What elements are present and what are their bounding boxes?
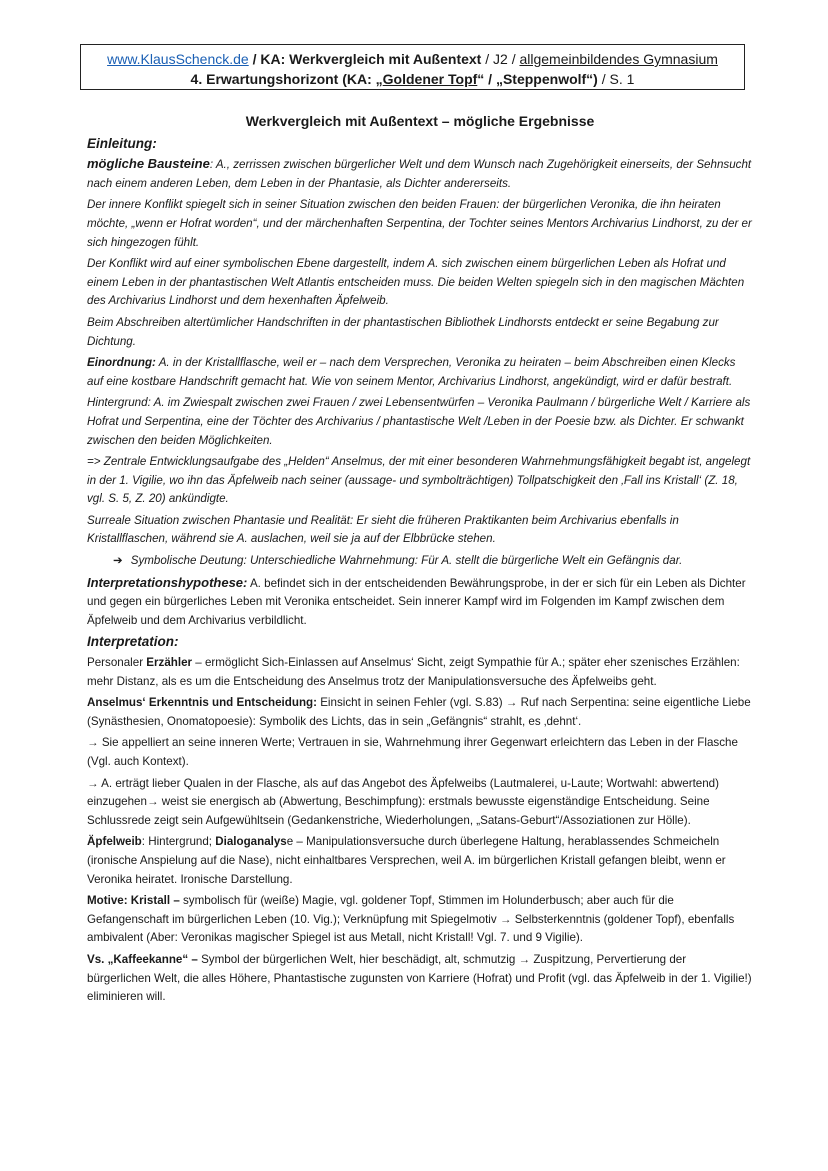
paragraph-werte: → Sie appelliert an seine inneren Werte; Vertrauen in sie, Wahrnehmung ihrer Gegenwart erleichtern das Leben in der Flasche (Vgl. auch Kontext). bbox=[87, 736, 738, 768]
einordnung-text: A. in der Kristallflasche, weil er – nach dem Versprechen, Veronika zu heiraten – beim Abschreiben einen Klecks auf eine kostbare Handschrift gemacht hat. Wie von seinem Mentor, Archivarius Lindhorst, angekündigt, wird er dafür bestraft. bbox=[87, 356, 736, 388]
hypothese-label: Interpretationshypothese: bbox=[87, 574, 248, 590]
erzaehler-text: – ermöglicht Sich-Einlassen auf Anselmus‘ Sicht, zeigt Sympathie für A.; später eher szenisches Erzählen: mehr Distanz, als es um die Entscheidung des Anselmus trotz der Manipulationsversuche des Äpfelweibs geht. bbox=[87, 656, 740, 688]
document-body bbox=[87, 112, 753, 1010]
erzaehler-pre: Personaler bbox=[87, 656, 147, 670]
aepfelweib-text2: e – Manipulationsversuche durch überlegene Haltung, herablassendes Schmeicheln (ironische Anspielung auf die Nase), nicht einhaltbares Versprechen, weil A. im bürgerlichen Kristall gefangen bleibt, wenn er Veronika heiratet. Ironische Darstellung. bbox=[87, 835, 726, 886]
paragraph-entwicklungsaufgabe: => Zentrale Entwicklungsaufgabe des „Helden“ Anselmus, der mit einer besonderen Wahrnehmungsfähigkeit begabt ist, angelegt in der 1. Vigilie, wo ihn das Äpfelweib nach seiner (aussage- und symbolträchtigen) Tollpatschigkeit den ‚Fall ins Kristall‘ (Z. 18, vgl. S. 5, Z. 20) ankündigte. bbox=[87, 455, 751, 506]
kaffeekanne-text: Symbol der bürgerlichen Welt, hier beschädigt, alt, schmutzig → Zuspitzung, Pervertierung der bürgerlichen Welt, die alles Höhere, Phantastische zugunsten von Karriere (Hofrat) und Profit (vgl. das Äpfelweib in der 1. Vigilie!) eliminieren will. bbox=[87, 952, 752, 1004]
paragraph-surreal: Surreale Situation zwischen Phantasie und Realität: Er sieht die früheren Praktikanten beim Archivarius ebenfalls in Kristallflaschen, während sie A. auslachen, weil sie ja auf der Elbbrücke stehen. bbox=[87, 513, 679, 546]
header-line-2 bbox=[81, 69, 744, 89]
hypothese-text: A. befindet sich in der entscheidenden Bewährungsprobe, in der er sich für ein Leben als Dichter und gegen ein bürgerliches Leben mit Veronika entscheidet. Sein innerer Kampf wird im Folgenden im Kampf zwischen dem Äpfelweib und dem Archivarius verbildlicht. bbox=[87, 576, 746, 627]
erkenntnis-text: Einsicht in seinen Fehler (vgl. S.83) → Ruf nach Serpentina: seine eigentliche Liebe (Synästhesien, Onomatopoesie): Symbolik des Lichts, das in sein „Gefängnis“ strahlt, es ‚dehnt‘. bbox=[87, 696, 751, 728]
page-title: Werkvergleich mit Außentext – mögliche Ergebnisse bbox=[245, 113, 595, 129]
paragraph-aepfelweib bbox=[87, 833, 753, 889]
site-link[interactable]: www.KlausSchenck.de bbox=[107, 51, 249, 67]
section-heading-interpretation: Interpretation: bbox=[87, 634, 179, 650]
header-line2-prefix: 4. Erwartungshorizont (KA: „ bbox=[190, 71, 383, 87]
symbolische-deutung-text: Symbolische Deutung: Unterschiedliche Wahrnehmung: Für A. stellt die bürgerliche Welt ein Gefängnis dar. bbox=[130, 554, 683, 568]
exam-type: KA: Werkvergleich mit Außentext bbox=[260, 51, 482, 67]
document-header bbox=[80, 44, 745, 90]
bausteine-text: : A., zerrissen zwischen bürgerlicher Welt und dem Wunsch nach Zugehörigkeit einerseits, der Sehnsucht nach einem anderen Leben, dem Leben in der Phantasie, als Dichter andererseits. bbox=[87, 158, 752, 190]
school-type: allgemeinbildendes Gymnasium bbox=[519, 51, 718, 67]
kristall-text: symbolisch für (weiße) Magie, vgl. goldener Topf, Stimmen im Holunderbusch; aber auch für die Gefangenschaft im bürgerlichen Leben (10. Vig.); Verknüpfung mit Spiegelmotiv → Selbsterkenntnis (goldener Topf), ebenfalls ambivalent (Aber: Veronikas magischer Spiegel ist aus Metall, nicht Kristall! Vgl. 7. und 9 Vigilie). bbox=[87, 894, 735, 945]
einordnung-label: Einordnung: bbox=[87, 356, 156, 370]
paragraph-konflikt: Der innere Konflikt spiegelt sich in seiner Situation zwischen den beiden Frauen: der bürgerlichen Veronika, die ihn heiraten möchte, „wenn er Hofrat worden“, und der märchenhaften Serpentina, der Tochter seines Mentors Archivarius Lindhorst, zu der er sich hingezogen fühlt. bbox=[87, 198, 752, 249]
header-line2-mid: “ / „Steppenwolf“) bbox=[477, 71, 598, 87]
paragraph-symbolische-deutung bbox=[87, 552, 753, 571]
kaffeekanne-label: Vs. „Kaffeekanne“ – bbox=[87, 952, 198, 966]
header-sep: / bbox=[248, 51, 261, 67]
aepfelweib-text1: : Hintergrund; bbox=[141, 835, 216, 849]
header-line-1 bbox=[81, 49, 744, 69]
bausteine-label: mögliche Bausteine bbox=[87, 156, 210, 172]
kristall-label: Motive: Kristall – bbox=[87, 894, 180, 908]
paragraph-erkenntnis bbox=[87, 694, 753, 731]
paragraph-begabung: Beim Abschreiben altertümlicher Handschriften in der phantastischen Bibliothek Lindhorsts entdeckt er seine Begabung zur Dichtung. bbox=[87, 315, 719, 348]
page-number: / S. 1 bbox=[597, 71, 635, 87]
paragraph-einordnung bbox=[87, 354, 753, 391]
paragraph-qualen: → A. erträgt lieber Qualen in der Flasche, als auf das Angebot des Äpfelweibs (Lautmalerei, u-Laute; Wortwahl: abwertend) einzugehen→ weist sie energisch ab (Abwertung, Beschimpfung): erstmals bewusste eigenständige Entscheidung. Seine Schlussrede zeigt sein Aufgewühltsein (Gedankenstriche, Wiederholungen, „Satans-Geburt“/Assoziationen zur Hölle). bbox=[87, 776, 719, 827]
paragraph-symbolik: Der Konflikt wird auf einer symbolischen Ebene dargestellt, indem A. sich zwischen einem bürgerlichen Leben als Hofrat und einem Leben in der phantastischen Welt Atlantis entscheiden muss. Die beiden Welten spiegeln sich in den magischen Mächten des Archivarius Lindhorst und dem hexenhaften Äpfelweib. bbox=[87, 257, 745, 308]
arrow-icon: ➔ bbox=[113, 554, 123, 568]
aepfelweib-label: Äpfelweib bbox=[87, 835, 142, 849]
erkenntnis-label: Anselmus‘ Erkenntnis und Entscheidung: bbox=[87, 696, 317, 710]
paragraph-kaffeekanne bbox=[87, 951, 753, 1007]
paragraph-erzaehler bbox=[87, 654, 753, 691]
paragraph-hypothese bbox=[87, 574, 753, 631]
erzaehler-label: Erzähler bbox=[146, 656, 193, 670]
work-title-1: Goldener Topf bbox=[382, 71, 478, 87]
dialoganalyse-label: Dialoganalys bbox=[215, 835, 287, 849]
section-heading-einleitung: Einleitung: bbox=[87, 135, 157, 151]
paragraph-bausteine bbox=[87, 155, 753, 193]
paragraph-hintergrund: Hintergrund: A. im Zwiespalt zwischen zwei Frauen / zwei Lebensentwürfen – Veronika Paulmann / bürgerliche Welt / Karriere als Hofrat und Serpentina, eine der Töchter des Archivarius / phantastische Welt /Leben in der Poesie bzw. als Dichter. Er schwankt zwischen den beiden Möglichkeiten. bbox=[87, 396, 751, 447]
grade-level: / J2 / bbox=[481, 51, 520, 67]
paragraph-kristall bbox=[87, 892, 753, 948]
